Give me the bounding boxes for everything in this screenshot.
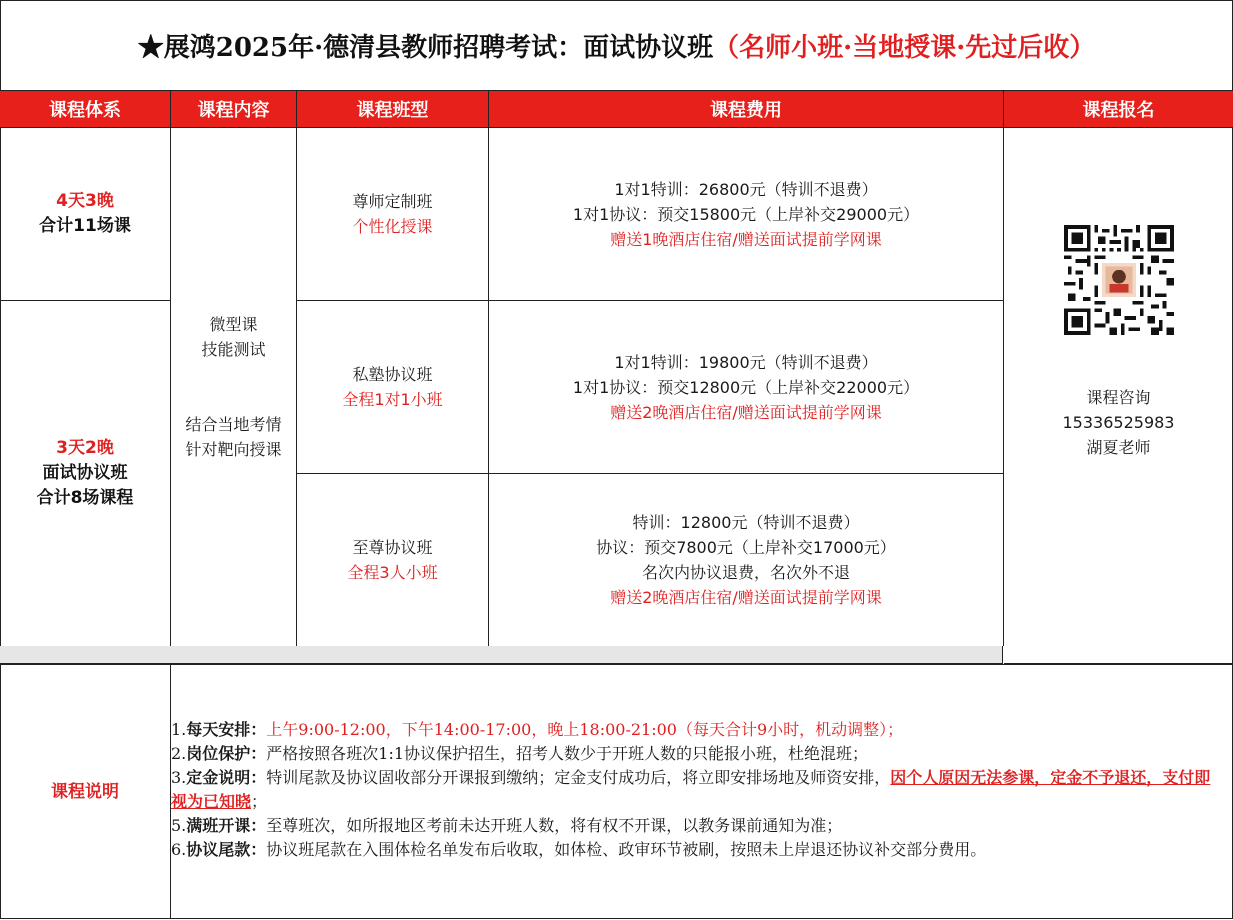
title-main: ★展鸿2025年·德清县教师招聘考试：面试协议班 <box>137 32 714 63</box>
notes-top-divider <box>171 664 1233 665</box>
note-6-num: 6. <box>171 840 187 859</box>
system-cell-1 <box>0 128 171 301</box>
content-cell <box>171 128 297 646</box>
fee-cell-2 <box>489 301 1004 474</box>
note-2-text: 严格按照各班次1:1协议保护招生，招考人数少于开班人数的只能报小班，杜绝混班； <box>266 744 869 763</box>
note-6-text: 协议班尾款在入围体检名单发布后收取，如体检、政审环节被刷，按照未上岸退还协议补交部分费用。 <box>266 840 987 859</box>
header-signup: 课程报名 <box>1004 91 1233 128</box>
class-cell-3 <box>297 474 489 646</box>
fee-1-line-1: 1对1特训：26800元（特训不退费） <box>614 179 878 199</box>
note-1-title: 每天安排： <box>186 720 267 739</box>
fee-3-line-2: 协议：预交7800元（上岸补交17000元） <box>596 538 896 557</box>
class-cell-1 <box>297 128 489 301</box>
header-course-content: 课程内容 <box>171 91 297 128</box>
note-2-num: 2. <box>171 744 187 763</box>
content-line-1: 微型课 <box>209 315 258 334</box>
qr-code-icon[interactable] <box>1064 225 1174 335</box>
header-class-type: 课程班型 <box>297 91 489 128</box>
content-line-3: 结合当地考情 <box>185 415 282 434</box>
fee-1-line-2: 1对1协议：预交15800元（上岸补交29000元） <box>572 204 920 224</box>
note-5-title: 满班开课： <box>186 816 267 835</box>
note-item-5 <box>171 814 1221 838</box>
class-2-tag: 全程1对1小班 <box>342 390 443 409</box>
page-title <box>0 0 1233 91</box>
class-3-name: 至尊协议班 <box>352 538 433 557</box>
note-1-text: 上午9:00-12:00，下午14:00-17:00，晚上18:00-21:00（每天合计9小时，机动调整）； <box>266 720 904 739</box>
system-1-duration: 4天3晚 <box>56 191 114 211</box>
note-3-tail: ； <box>251 792 268 811</box>
title-highlight: （名师小班·当地授课·先过后收） <box>713 32 1096 63</box>
system-1-sessions: 合计11场课 <box>39 216 131 236</box>
header-course-system: 课程体系 <box>0 91 171 128</box>
fee-cell-3 <box>489 474 1004 646</box>
note-3-num: 3. <box>171 768 187 787</box>
content-line-2: 技能测试 <box>201 340 266 359</box>
class-2-name: 私塾协议班 <box>352 365 433 384</box>
note-3-text: 特训尾款及协议固收部分开课报到缴纳；定金支付成功后，将立即安排场地及师资安排， <box>266 768 891 787</box>
system-2-name: 面试协议班 <box>42 463 128 483</box>
signup-phone[interactable]: 15336525983 <box>1062 413 1175 432</box>
signup-cell <box>1004 128 1233 664</box>
system-2-duration: 3天2晚 <box>56 438 114 458</box>
fee-2-gift: 赠送2晚酒店住宿/赠送面试提前学网课 <box>610 402 882 422</box>
signup-consult-label: 课程咨询 <box>1086 388 1151 407</box>
note-item-6 <box>171 838 1221 862</box>
fee-2-line-1: 1对1特训：19800元（特训不退费） <box>614 352 878 372</box>
note-5-text: 至尊班次，如所报地区考前未达开班人数，将有权不开课，以教务课前通知为准； <box>266 816 843 835</box>
notes-label: 课程说明 <box>51 781 119 802</box>
notes-label-cell <box>0 664 171 919</box>
class-1-tag: 个性化授课 <box>352 217 433 236</box>
note-1-num: 1. <box>171 720 187 739</box>
fee-3-gift: 赠送2晚酒店住宿/赠送面试提前学网课 <box>610 588 882 607</box>
fee-3-line-1: 特训：12800元（特训不退费） <box>632 513 860 532</box>
note-item-2 <box>171 742 1221 766</box>
header-course-fee: 课程费用 <box>489 91 1004 128</box>
system-2-sessions: 合计8场课程 <box>36 488 134 508</box>
system-cell-2 <box>0 301 171 646</box>
content-line-4: 针对靶向授课 <box>185 440 282 459</box>
note-6-title: 协议尾款： <box>186 840 267 859</box>
note-5-num: 5. <box>171 816 187 835</box>
note-item-3 <box>171 766 1221 814</box>
fee-2-line-2: 1对1协议：预交12800元（上岸补交22000元） <box>572 377 920 397</box>
class-1-name: 尊师定制班 <box>352 192 433 211</box>
notes-list <box>171 718 1221 862</box>
note-2-title: 岗位保护： <box>186 744 267 763</box>
note-3-warning: 因个人原因无法参课，定金不予退还，支付即视为已知晓 <box>171 768 1211 811</box>
class-3-tag: 全程3人小班 <box>347 563 438 582</box>
note-3-title: 定金说明： <box>186 768 267 787</box>
fee-1-gift: 赠送1晚酒店住宿/赠送面试提前学网课 <box>610 229 882 249</box>
signup-teacher: 湖夏老师 <box>1086 438 1151 457</box>
class-cell-2 <box>297 301 489 474</box>
spacer-bar <box>0 646 1003 664</box>
note-item-1 <box>171 718 1221 742</box>
fee-3-line-3: 名次内协议退费，名次外不退 <box>641 563 850 582</box>
fee-cell-1 <box>489 128 1004 301</box>
